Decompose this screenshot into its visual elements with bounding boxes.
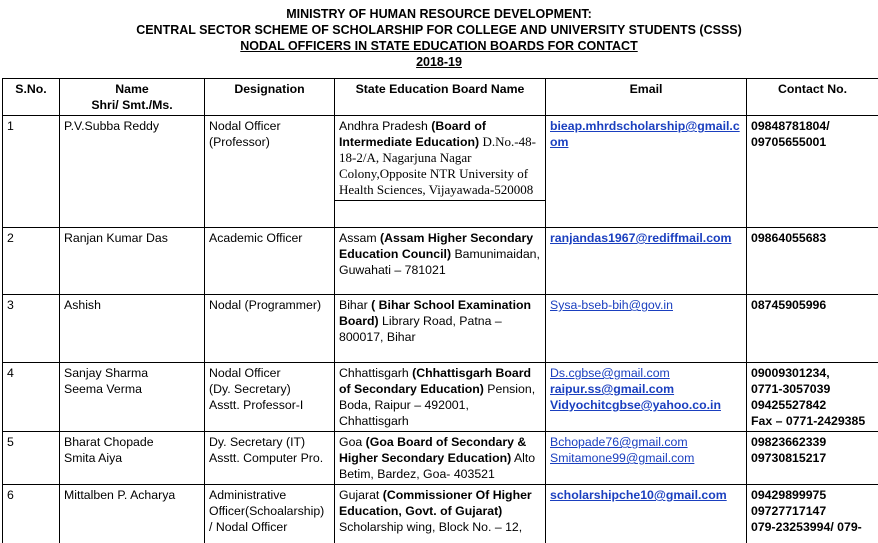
cell-contact: 09823662339 09730815217 — [747, 432, 878, 485]
cell-name: Sanjay Sharma Seema Verma — [60, 363, 205, 432]
cell-board: Gujarat (Commissioner Of Higher Education, Govt. of Gujarat) Scholarship wing, Block No. – 12, — [335, 485, 546, 543]
table-row — [3, 432, 878, 485]
table-row — [3, 116, 878, 228]
nodal-officers-table — [2, 78, 878, 543]
cell-sno: 6 — [3, 485, 60, 543]
cell-designation: Dy. Secretary (IT) Asstt. Computer Pro. — [205, 432, 335, 485]
cell-sno: 5 — [3, 432, 60, 485]
cell-designation: Nodal Officer (Dy. Secretary) Asstt. Professor-I — [205, 363, 335, 432]
email-link[interactable]: bieap.mhrdscholarship@gmail.com — [550, 119, 740, 149]
cell-board: Chhattisgarh (Chhattisgarh Board of Secondary Education) Pension, Boda, Raipur – 492001, Chhattisgarh — [335, 363, 546, 432]
email-link[interactable]: Ds.cgbse@gmail.com — [550, 366, 670, 380]
col-header-designation: Designation — [205, 79, 335, 116]
cell-email — [546, 228, 747, 295]
table-header-row — [3, 79, 878, 116]
cell-email — [546, 485, 747, 543]
cell-name: Ranjan Kumar Das — [60, 228, 205, 295]
cell-sno: 1 — [3, 116, 60, 228]
cell-name: P.V.Subba Reddy — [60, 116, 205, 228]
cell-designation: Nodal (Programmer) — [205, 295, 335, 363]
cell-designation: Administrative Officer(Schoalarship) / Nodal Officer — [205, 485, 335, 543]
cell-sno: 2 — [3, 228, 60, 295]
col-header-email: Email — [546, 79, 747, 116]
cell-contact: 09009301234, 0771-3057039 09425527842 Fax – 0771-2429385 — [747, 363, 878, 432]
table-row — [3, 228, 878, 295]
col-header-board: State Education Board Name — [335, 79, 546, 116]
document-subtitle: NODAL OFFICERS IN STATE EDUCATION BOARDS FOR CONTACT — [240, 39, 638, 53]
email-link[interactable]: Vidyochitcgbse@yahoo.co.in — [550, 398, 721, 412]
email-link[interactable]: Bchopade76@gmail.com — [550, 435, 688, 449]
cell-sno: 4 — [3, 363, 60, 432]
cell-name: Mittalben P. Acharya — [60, 485, 205, 543]
scheme-title: CENTRAL SECTOR SCHEME OF SCHOLARSHIP FOR COLLEGE AND UNIVERSITY STUDENTS (CSSS) — [136, 23, 742, 37]
cell-board: Andhra Pradesh (Board of Intermediate Education) D.No.-48-18-2/A, Nagarjuna Nagar Colony,Opposite NTR University of Health Sciences, Vijayawada-520008 — [335, 116, 546, 228]
cell-board: Goa (Goa Board of Secondary & Higher Secondary Education) Alto Betim, Bardez, Goa- 403521 — [335, 432, 546, 485]
cell-contact: 09429899975 09727717147 079-23253994/ 079- — [747, 485, 878, 543]
cell-designation: Academic Officer — [205, 228, 335, 295]
cell-contact: 09864055683 — [747, 228, 878, 295]
table-row — [3, 485, 878, 543]
table-row — [3, 363, 878, 432]
document-header — [0, 0, 878, 70]
cell-designation: Nodal Officer (Professor) — [205, 116, 335, 228]
email-link[interactable]: ranjandas1967@rediffmail.com — [550, 231, 732, 245]
cell-board: Assam (Assam Higher Secondary Education Council) Bamunimaidan, Guwahati – 781021 — [335, 228, 546, 295]
cell-sno: 3 — [3, 295, 60, 363]
cell-email — [546, 116, 747, 228]
email-link[interactable]: raipur.ss@gmail.com — [550, 382, 675, 396]
cell-email — [546, 432, 747, 485]
table-row — [3, 295, 878, 363]
col-header-name: Name Shri/ Smt./Ms. — [60, 79, 205, 116]
cell-name: Bharat Chopade Smita Aiya — [60, 432, 205, 485]
email-link[interactable]: scholarshipche10@gmail.com — [550, 488, 727, 502]
cell-contact: 09848781804/ 09705655001 — [747, 116, 878, 228]
ministry-title: MINISTRY OF HUMAN RESOURCE DEVELOPMENT: — [286, 7, 592, 21]
cell-email — [546, 295, 747, 363]
cell-board: Bihar ( Bihar School Examination Board) Library Road, Patna – 800017, Bihar — [335, 295, 546, 363]
email-link[interactable]: Sysa-bseb-bih@gov.in — [550, 298, 673, 312]
cell-email — [546, 363, 747, 432]
col-header-sno: S.No. — [3, 79, 60, 116]
email-link[interactable]: Smitamone99@gmail.com — [550, 451, 695, 465]
cell-name: Ashish — [60, 295, 205, 363]
col-header-contact: Contact No. — [747, 79, 878, 116]
document-year: 2018-19 — [416, 55, 462, 69]
cell-contact: 08745905996 — [747, 295, 878, 363]
